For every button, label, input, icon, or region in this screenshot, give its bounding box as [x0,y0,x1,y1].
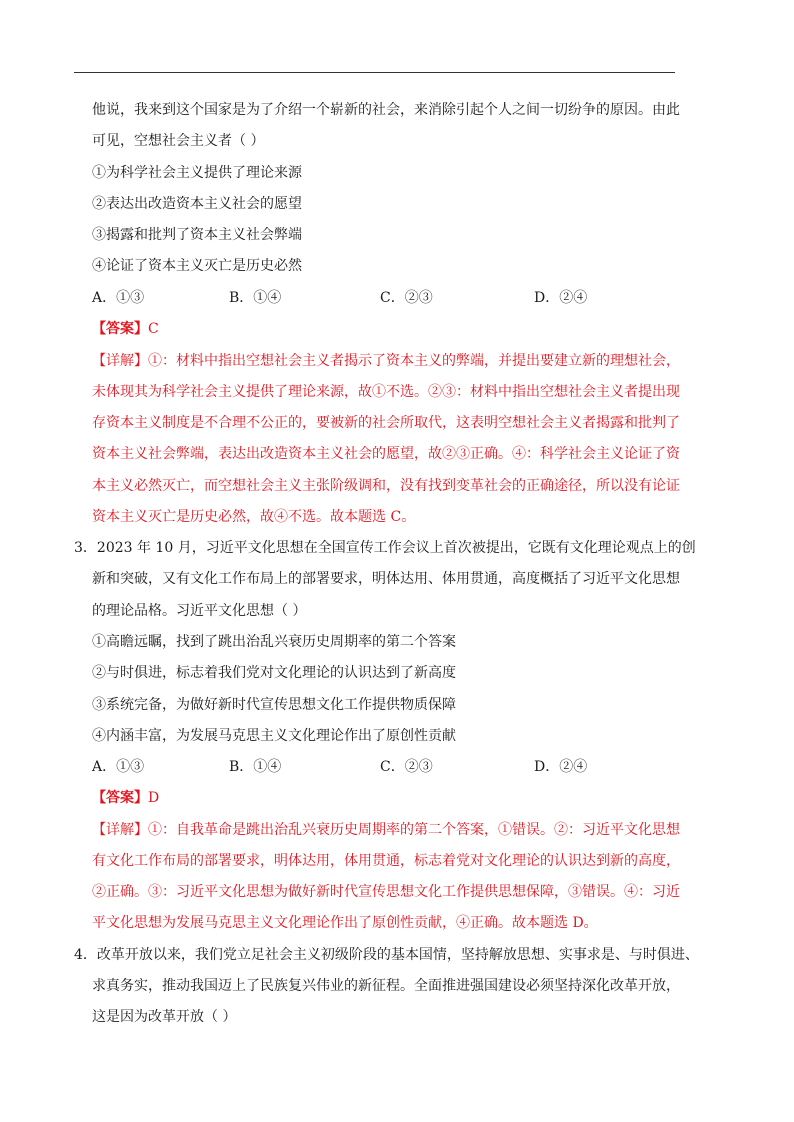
q2-explain-line-6: 资本主义灭亡是历史必然，故④不选。故本题选 C。 [92,509,416,525]
q2-answer-tag: 【答案】 [92,321,148,337]
q2-explain-line-1: 【详解】①：材料中指出空想社会主义者揭示了资本主义的弊端，并提出要建立新的理想社会， [92,353,680,369]
q3-answer [92,788,159,808]
q2-option-a: A．①③ [92,290,145,306]
q4-stem-line-2: 求真务实，推动我国迈上了民族复兴伟业的新征程。全面推进强国建设必须坚持深化改革开放， [92,978,680,994]
q2-stem-line-1: 他说，我来到这个国家是为了介绍一个崭新的社会，来消除引起个人之间一切纷争的原因。由此 [92,102,680,118]
q3-item-4: ④内涵丰富，为发展马克思主义文化理论作出了原创性贡献 [92,728,456,744]
q4-stem-line-3: 这是因为改革开放（ ） [92,1009,237,1025]
q2-explain-line-2: 未体现其为科学社会主义提供了理论来源，故①不选。②③：材料中指出空想社会主义者提出现 [92,384,680,400]
q2-option-d: D．②④ [534,290,588,306]
q2-answer [92,319,159,339]
q4-stem-line-1: 4．改革开放以来，我们党立足社会主义初级阶段的基本国情，坚持解放思想、实事求是、与时俱进、 [74,947,699,963]
q2-item-4: ④论证了资本主义灭亡是历史必然 [92,258,302,274]
q3-item-1: ①高瞻远瞩，找到了跳出治乱兴衰历史周期率的第二个答案 [92,634,456,650]
q3-explain-line-4: 平文化思想为发展马克思主义文化理论作出了原创性贡献，④正确。故本题选 D。 [92,915,598,931]
q3-answer-tag: 【答案】 [92,790,148,806]
q2-explain-line-3: 存资本主义制度是不合理不公正的，要被新的社会所取代，这表明空想社会主义者揭露和批判了 [92,415,680,431]
q3-item-3: ③系统完备，为做好新时代宣传思想文化工作提供物质保障 [92,697,456,713]
q3-answer-value: D [148,790,160,806]
q3-option-b: B．①④ [229,759,282,775]
q2-item-1: ①为科学社会主义提供了理论来源 [92,165,302,181]
q2-option-c: C．②③ [380,290,433,306]
q3-item-2: ②与时俱进，标志着我们党对文化理论的认识达到了新高度 [92,665,456,681]
q3-option-a: A．①③ [92,759,145,775]
q3-explain-line-1: 【详解】①：自我革命是跳出治乱兴衰历史周期率的第二个答案，①错误。②：习近平文化思想 [92,822,680,838]
q2-stem-line-2: 可见，空想社会主义者（ ） [92,133,265,149]
q2-explain-line-4: 资本主义社会弊端，表达出改造资本主义社会的愿望，故②③正确。④：科学社会主义论证了资 [92,446,680,462]
q3-stem-line-1: 3．2023 年 10 月，习近平文化思想在全国宣传工作会议上首次被提出，它既有文化理论观点上的创 [74,540,696,556]
q2-item-3: ③揭露和批判了资本主义社会弊端 [92,227,302,243]
q3-explain-line-2: 有文化工作布局的部署要求，明体达用，体用贯通，标志着党对文化理论的认识达到新的高度， [92,853,680,869]
q2-answer-value: C [148,321,159,337]
q3-stem-line-3: 的理论品格。习近平文化思想（ ） [92,603,307,619]
q2-explain-line-5: 本主义必然灭亡，而空想社会主义主张阶级调和，没有找到变革社会的正确途径，所以没有论证 [92,478,680,494]
q3-option-d: D．②④ [534,759,588,775]
q3-option-c: C．②③ [380,759,433,775]
q2-item-2: ②表达出改造资本主义社会的愿望 [92,196,302,212]
header-rule [74,72,675,73]
q3-stem-line-2: 新和突破，又有文化工作布局上的部署要求，明体达用、体用贯通，高度概括了习近平文化思想 [92,571,680,587]
q2-option-b: B．①④ [229,290,282,306]
q3-explain-line-3: ②正确。③：习近平文化思想为做好新时代宣传思想文化工作提供思想保障，③错误。④：习近 [92,884,680,900]
